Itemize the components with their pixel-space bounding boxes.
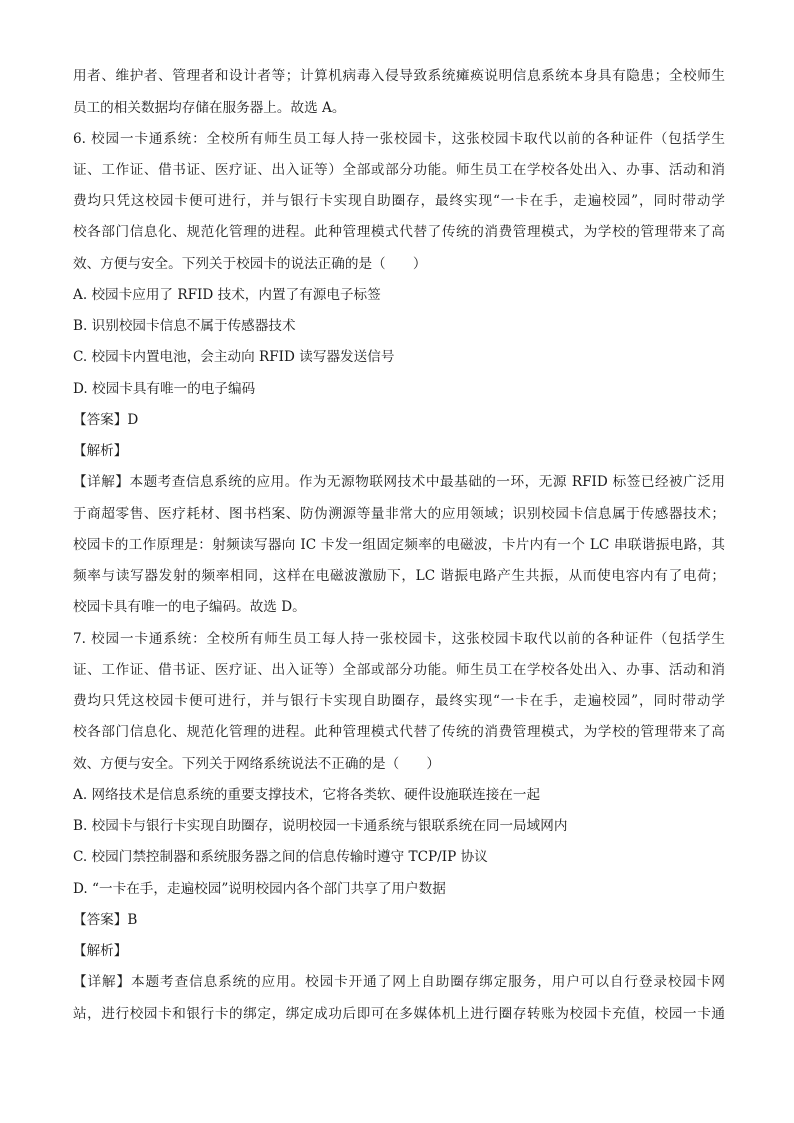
option-a: A. 校园卡应用了 RFID 技术，内置了有源电子标签 xyxy=(73,287,381,303)
text-line: 校各部门信息化、规范化管理的进程。此种管理模式代替了传统的消费管理模式，为学校的管理带来了高 xyxy=(73,224,725,240)
question-6-stem: 6. 校园一卡通系统：全校所有师生员工每人持一张校园卡，这张校园卡取代以前的各种证件（包括学生 xyxy=(73,131,725,147)
analysis-label: 【解析】 xyxy=(73,943,128,959)
text-line: 证、工作证、借书证、医疗证、出入证等）全部或部分功能。师生员工在学校各处出入、办事、活动和消 xyxy=(73,162,725,178)
detail-text: 【详解】本题考查信息系统的应用。作为无源物联网技术中最基础的一环，无源 RFID 标签已经被广泛用 xyxy=(73,474,725,490)
question-7-stem: 7. 校园一卡通系统：全校所有师生员工每人持一张校园卡，这张校园卡取代以前的各种证件（包括学生 xyxy=(73,631,725,647)
option-b: B. 校园卡与银行卡实现自助圈存，说明校园一卡通系统与银联系统在同一局域网内 xyxy=(73,818,568,834)
option-c: C. 校园卡内置电池，会主动向 RFID 读写器发送信号 xyxy=(73,349,395,365)
text-line: 费均只凭这校园卡便可进行，并与银行卡实现自助圈存，最终实现“一卡在手，走遍校园”，同时带动学 xyxy=(73,193,725,209)
analysis-label: 【解析】 xyxy=(73,443,128,459)
option-c: C. 校园门禁控制器和系统服务器之间的信息传输时遵守 TCP/IP 协议 xyxy=(73,849,488,865)
text-line: 站，进行校园卡和银行卡的绑定，绑定成功后即可在多媒体机上进行圈存转账为校园卡充值，校园一卡通 xyxy=(73,1006,725,1022)
option-d: D. 校园卡具有唯一的电子编码 xyxy=(73,381,256,397)
text-line: 频率与读写器发射的频率相同，这样在电磁波激励下，LC 谐振电路产生共振，从而使电容内有了电荷； xyxy=(73,568,725,584)
text-line: 校园卡具有唯一的电子编码。故选 D。 xyxy=(73,599,306,615)
text-line: 用者、维护者、管理者和设计者等；计算机病毒入侵导致系统瘫痪说明信息系统本身具有隐患；全校师生 xyxy=(73,68,725,84)
text-line: 员工的相关数据均存储在服务器上。故选 A。 xyxy=(73,100,346,116)
text-line: 效、方便与安全。下列关于网络系统说法不正确的是（ ） xyxy=(73,756,441,772)
text-line: 费均只凭这校园卡便可进行，并与银行卡实现自助圈存，最终实现“一卡在手，走遍校园”，同时带动学 xyxy=(73,693,725,709)
text-line: 效、方便与安全。下列关于校园卡的说法正确的是（ ） xyxy=(73,256,427,272)
option-a: A. 网络技术是信息系统的重要支撑技术，它将各类软、硬件设施联连接在一起 xyxy=(73,787,541,803)
option-d: D. “一卡在手，走遍校园”说明校园内各个部门共享了用户数据 xyxy=(73,881,446,897)
detail-text: 【详解】本题考查信息系统的应用。校园卡开通了网上自助圈存绑定服务，用户可以自行登录校园卡网 xyxy=(73,974,725,990)
text-line: 校各部门信息化、规范化管理的进程。此种管理模式代替了传统的消费管理模式，为学校的管理带来了高 xyxy=(73,724,725,740)
text-line: 证、工作证、借书证、医疗证、出入证等）全部或部分功能。师生员工在学校各处出入、办事、活动和消 xyxy=(73,662,725,678)
text-line: 校园卡的工作原理是：射频读写器向 IC 卡发一组固定频率的电磁波，卡片内有一个 LC 串联谐振电路，其 xyxy=(73,537,725,553)
answer-label: 【答案】B xyxy=(73,912,138,928)
answer-label: 【答案】D xyxy=(73,412,139,428)
option-b: B. 识别校园卡信息不属于传感器技术 xyxy=(73,318,296,334)
text-line: 于商超零售、医疗耗材、图书档案、防伪溯源等量非常大的应用领域；识别校园卡信息属于传感器技术； xyxy=(73,506,725,522)
